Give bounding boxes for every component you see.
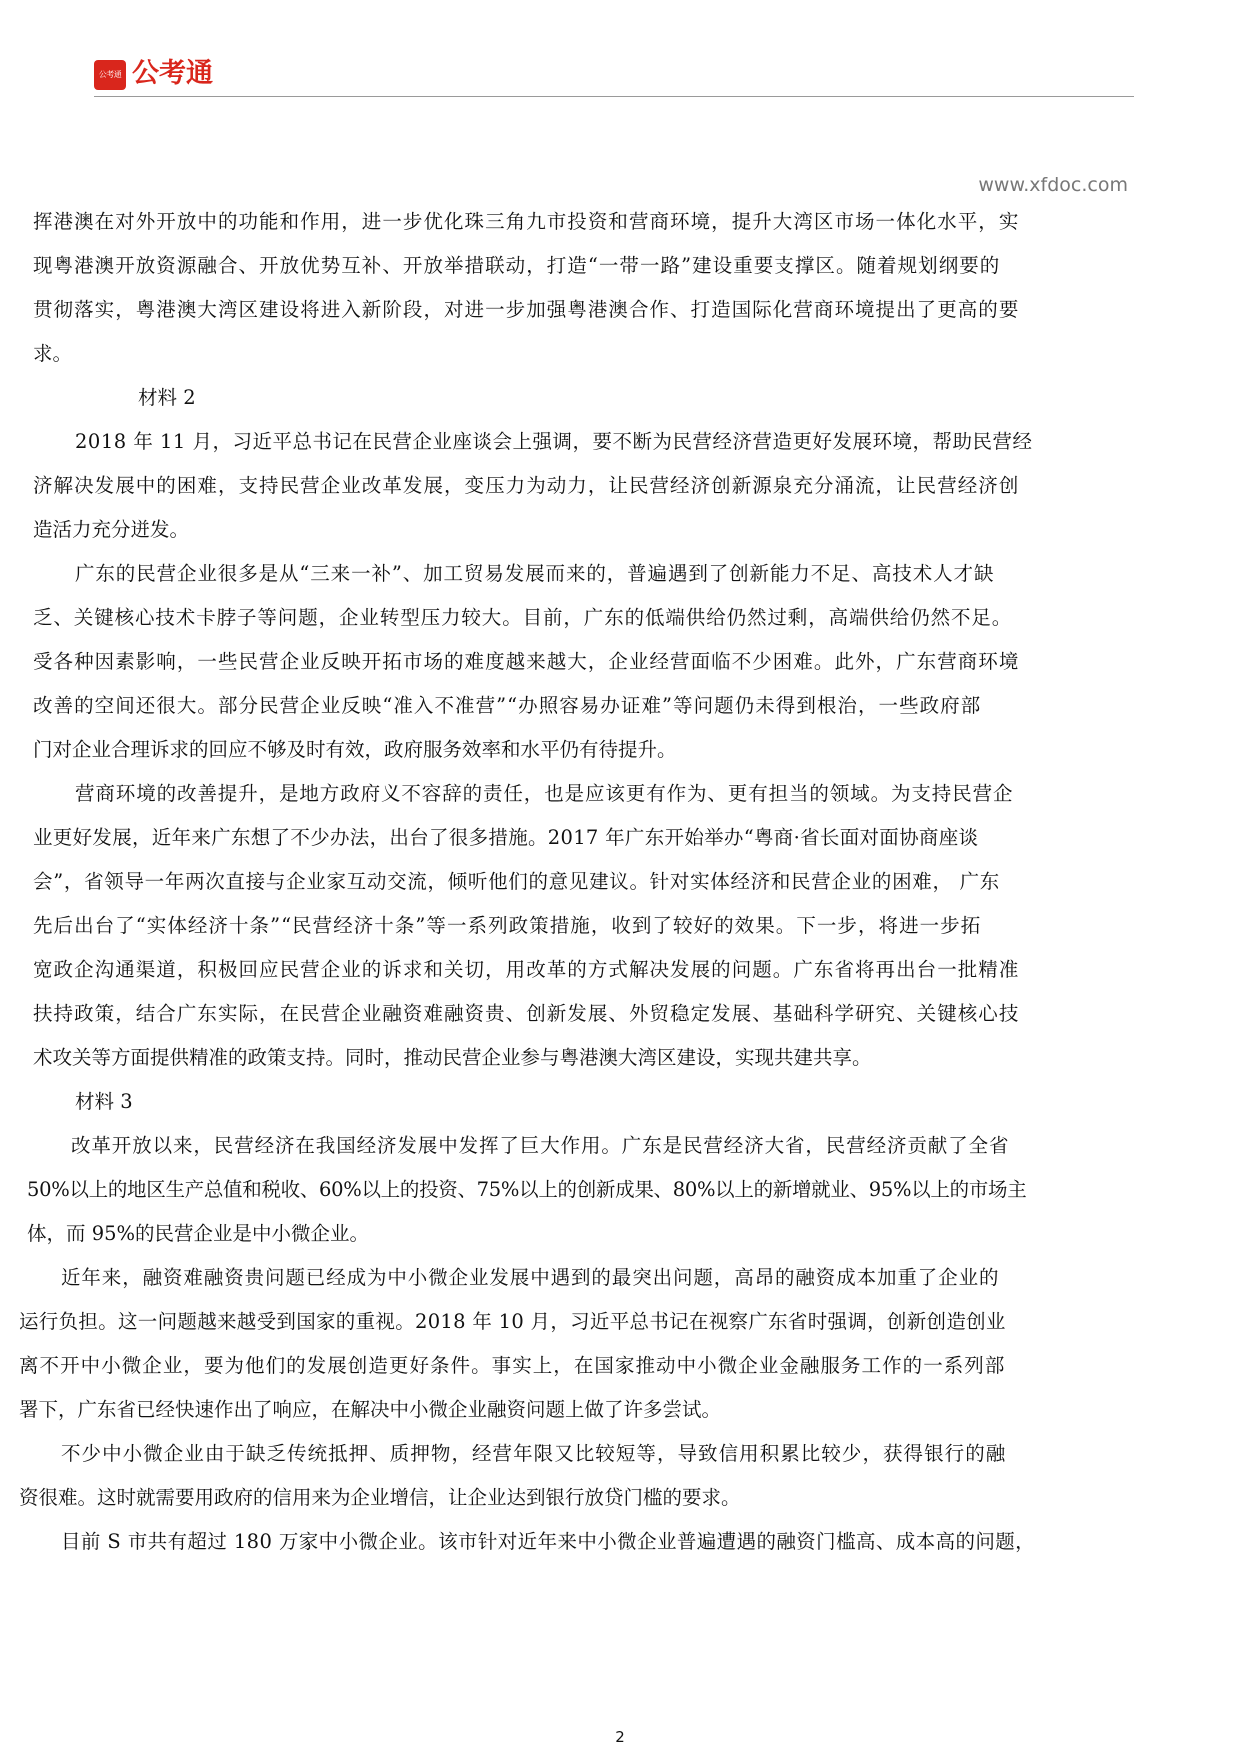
- header: [94, 58, 1134, 98]
- site-url: www.xfdoc.com: [978, 174, 1128, 196]
- text-line: 资很难。这时就需要用政府的信用来为企业增信，让企业达到银行放贷门槛的要求。: [19, 1486, 741, 1509]
- text-line: 现粤港澳开放资源融合、开放优势互补、开放举措联动，打造“一带一路”建设重要支撑区。随着规划纲要的: [33, 254, 1001, 277]
- text-line: 门对企业合理诉求的回应不够及时有效，政府服务效率和水平仍有待提升。: [33, 738, 677, 761]
- text-line: 济解决发展中的困难，支持民营企业改革发展，变压力为动力，让民营经济创新源泉充分涌流，让民营经济创: [33, 474, 1020, 497]
- text-line: 造活力充分迸发。: [33, 518, 190, 541]
- text-line: 广东的民营企业很多是从“三来一补”、加工贸易发展而来的，普遍遇到了创新能力不足、高技术人才缺: [75, 562, 995, 585]
- text-line: 宽政企沟通渠道，积极回应民营企业的诉求和关切，用改革的方式解决发展的问题。广东省将再出台一批精准: [33, 958, 1020, 981]
- text-line: 贯彻落实，粤港澳大湾区建设将进入新阶段，对进一步加强粤港澳合作、打造国际化营商环境提出了更高的要: [33, 298, 1020, 321]
- text-line: 体，而 95%的民营企业是中小微企业。: [27, 1222, 370, 1245]
- text-line: 会”，省领导一年两次直接与企业家互动交流，倾听他们的意见建议。针对实体经济和民营企业的困难， 广东: [33, 870, 1000, 893]
- text-line: 挥港澳在对外开放中的功能和作用，进一步优化珠三角九市投资和营商环境，提升大湾区市场一体化水平，实: [33, 210, 1020, 233]
- text-line: 业更好发展，近年来广东想了不少办法，出台了很多措施。2017 年广东开始举办“粤商·省长面对面协商座谈: [33, 826, 979, 849]
- text-line: 离不开中小微企业，要为他们的发展创造更好条件。事实上，在国家推动中小微企业金融服务工作的一系列部: [19, 1354, 1006, 1377]
- text-line: 2018 年 11 月，习近平总书记在民营企业座谈会上强调，要不断为民营经济营造更好发展环境，帮助民营经: [75, 430, 1033, 453]
- text-line: 不少中小微企业由于缺乏传统抵押、质押物，经营年限又比较短等，导致信用积累比较少，获得银行的融: [61, 1442, 1007, 1465]
- text-line: 署下，广东省已经快速作出了响应，在解决中小微企业融资问题上做了许多尝试。: [19, 1398, 722, 1421]
- text-line: 改革开放以来，民营经济在我国经济发展中发挥了巨大作用。广东是民营经济大省，民营经济贡献了全省: [71, 1134, 1010, 1157]
- text-line: 扶持政策，结合广东实际，在民营企业融资难融资贵、创新发展、外贸稳定发展、基础科学研究、关键核心技: [33, 1002, 1020, 1025]
- text-line: 近年来，融资难融资贵问题已经成为中小微企业发展中遇到的最突出问题，高昂的融资成本加重了企业的: [61, 1266, 1000, 1289]
- logo-text: 公考通: [132, 58, 213, 89]
- logo-badge: 公考通: [94, 60, 126, 90]
- text-line: 50%以上的地区生产总值和税收、60%以上的投资、75%以上的创新成果、80%以上的新增就业、95%以上的市场主: [27, 1178, 1027, 1201]
- section-heading: 材料 3: [75, 1090, 133, 1113]
- text-line: 受各种因素影响，一些民营企业反映开拓市场的难度越来越大，企业经营面临不少困难。此外，广东营商环境: [33, 650, 1020, 673]
- text-line: 术攻关等方面提供精准的政策支持。同时，推动民营企业参与粤港澳大湾区建设，实现共建共享。: [33, 1046, 872, 1069]
- text-line: 乏、关键核心技术卡脖子等问题，企业转型压力较大。目前，广东的低端供给仍然过剩，高端供给仍然不足。: [33, 606, 1013, 629]
- section-heading: 材料 2: [138, 386, 196, 409]
- page-number: 2: [615, 1728, 625, 1746]
- text-line: 求。: [33, 342, 73, 365]
- text-line: 目前 S 市共有超过 180 万家中小微企业。该市针对近年来中小微企业普遍遭遇的融资门槛高、成本高的问题，: [61, 1530, 1036, 1553]
- text-line: 营商环境的改善提升，是地方政府义不容辞的责任，也是应该更有作为、更有担当的领域。为支持民营企: [75, 782, 1014, 805]
- text-line: 运行负担。这一问题越来越受到国家的重视。2018 年 10 月，习近平总书记在视察广东省时强调，创新创造创业: [19, 1310, 1006, 1333]
- text-line: 改善的空间还很大。部分民营企业反映“准入不准营”“办照容易办证难”等问题仍未得到根治，一些政府部: [33, 694, 982, 717]
- text-line: 先后出台了“实体经济十条”“民营经济十条”等一系列政策措施，收到了较好的效果。下一步，将进一步拓: [33, 914, 982, 937]
- header-divider: [94, 96, 1134, 97]
